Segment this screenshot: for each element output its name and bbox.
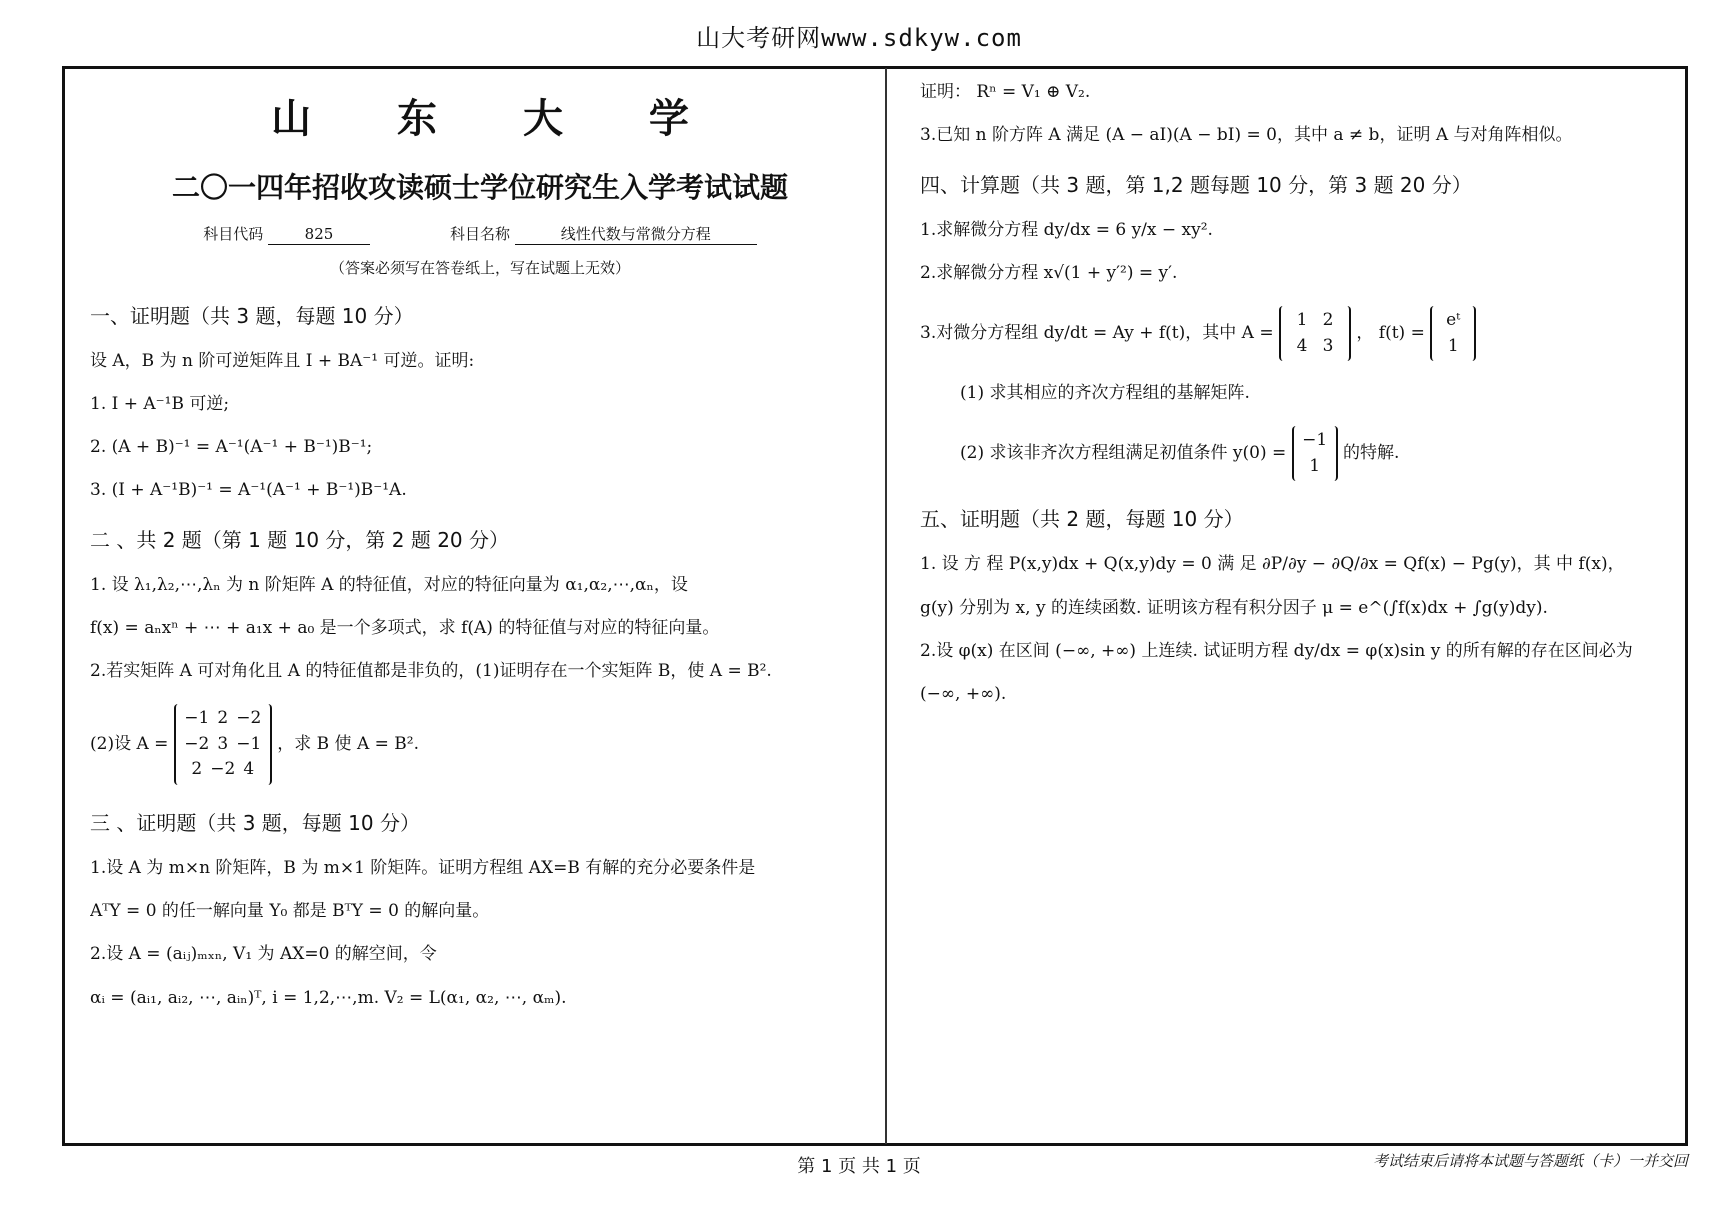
section-4-q3-part2 — [920, 426, 1680, 481]
section-2-heading: 二 、共 2 题（第 1 题 10 分，第 2 题 20 分） — [90, 527, 510, 552]
section-1-heading: 一、证明题（共 3 题，每题 10 分） — [90, 303, 414, 328]
section-4-q3-mid: ， f(t) = — [1356, 323, 1425, 343]
section-4-heading: 四、计算题（共 3 题，第 1,2 题每题 10 分，第 3 题 20 分） — [920, 172, 1472, 197]
vector-f: eᵗ 1 — [1430, 306, 1476, 361]
site-header: 山大考研网www.sdkyw.com — [696, 24, 1022, 52]
subject-code — [203, 225, 370, 245]
subject-info — [90, 225, 870, 245]
section-1-q3: 3. (I + A⁻¹B)⁻¹ = A⁻¹(A⁻¹ + B⁻¹)B⁻¹A. — [90, 480, 407, 501]
section-2-q2-prefix: (2)设 A = — [90, 734, 169, 754]
section-1-q1: 1. I + A⁻¹B 可逆; — [90, 393, 230, 414]
section-2-q2-line1: 2.若实矩阵 A 可对角化且 A 的特征值都是非负的，(1)证明存在一个实矩阵 B，使 A = B². — [90, 661, 772, 681]
matrix-A: 1 2 4 3 — [1279, 306, 1351, 361]
section-4-q3-part2-suffix: 的特解. — [1343, 443, 1400, 464]
section-3-q2-conclusion: 证明： Rⁿ = V₁ ⊕ V₂. — [920, 82, 1091, 102]
section-1-intro: 设 A，B 为 n 阶可逆矩阵且 I + BA⁻¹ 可逆。证明: — [90, 350, 475, 371]
section-3-q3: 3.已知 n 阶方阵 A 满足 (A − aI)(A − bI) = 0，其中 a ≠ b，证明 A 与对角阵相似。 — [920, 125, 1573, 146]
section-2-q1-line2: f(x) = aₙxⁿ + ⋯ + a₁x + a₀ 是一个多项式，求 f(A) 的特征值与对应的特征向量。 — [90, 617, 720, 638]
section-5-q1-line2: g(y) 分别为 x, y 的连续函数. 证明该方程有积分因子 μ = e^(∫f(x)dx + ∫g(y)dy). — [920, 597, 1548, 618]
matrix-a: −1 2 −2 −2 3 −1 2 −2 4 — [174, 704, 272, 785]
section-4-q3-part2-prefix: (2) 求该非齐次方程组满足初值条件 y(0) = — [960, 443, 1287, 464]
column-divider — [885, 68, 887, 1144]
page-number: 第 1 页 共 1 页 — [797, 1156, 921, 1177]
subject-name — [450, 225, 757, 245]
section-4-q3-prefix: 3.对微分方程组 dy/dt = Ay + f(t)，其中 A = — [920, 323, 1274, 343]
exam-title: 二〇一四年招收攻读硕士学位研究生入学考试试题 — [171, 171, 788, 204]
section-5-q2-line1: 2.设 φ(x) 在区间 (−∞, +∞) 上连续. 试证明方程 dy/dx = φ(x)sin y 的所有解的存在区间必为 — [920, 640, 1633, 661]
section-2-q2-suffix: ，求 B 使 A = B². — [277, 734, 419, 754]
section-3-heading: 三 、证明题（共 3 题，每题 10 分） — [90, 810, 420, 835]
subject-code-value: 825 — [268, 225, 370, 245]
footer-note: 考试结束后请将本试题与答题纸（卡）一并交回 — [1372, 1152, 1688, 1170]
section-5-q1-line1: 1. 设 方 程 P(x,y)dx + Q(x,y)dy = 0 满 足 ∂P/∂y − ∂Q/∂x = Qf(x) − Pg(y)，其 中 f(x)， — [920, 554, 1625, 575]
section-5-q2-line2: (−∞, +∞). — [920, 684, 1007, 704]
section-4-q3 — [920, 306, 1680, 361]
subject-name-label: 科目名称 — [450, 225, 511, 243]
section-5-heading: 五、证明题（共 2 题，每题 10 分） — [920, 507, 1244, 532]
section-1-q2: 2. (A + B)⁻¹ = A⁻¹(A⁻¹ + B⁻¹)B⁻¹; — [90, 437, 373, 457]
section-3-q1-line2: AᵀY = 0 的任一解向量 Y₀ 都是 BᵀY = 0 的解向量。 — [90, 901, 490, 921]
section-4-q2: 2.求解微分方程 x√(1 + y′²) = y′. — [920, 262, 1178, 283]
section-3-q2-line1: 2.设 A = (aᵢⱼ)ₘₓₙ, V₁ 为 AX=0 的解空间，令 — [90, 944, 437, 965]
university-name: 山 东 大 学 — [271, 95, 725, 142]
section-2-q1-line1: 1. 设 λ₁,λ₂,⋯,λₙ 为 n 阶矩阵 A 的特征值，对应的特征向量为 α₁,α₂,⋯,αₙ，设 — [90, 574, 688, 595]
right-column — [920, 74, 1680, 1140]
subject-code-label: 科目代码 — [203, 225, 264, 243]
left-column — [90, 74, 870, 1140]
subject-name-value: 线性代数与常微分方程 — [515, 225, 757, 245]
answer-note: （答案必须写在答卷纸上，写在试题上无效） — [329, 258, 630, 277]
vector-y0: −1 1 — [1292, 426, 1338, 481]
section-4-q3-part1: (1) 求其相应的齐次方程组的基解矩阵. — [960, 383, 1250, 403]
section-4-q1: 1.求解微分方程 dy/dx = 6 y/x − xy². — [920, 219, 1213, 240]
section-3-q2-line2: αᵢ = (aᵢ₁, aᵢ₂, ⋯, aᵢₙ)ᵀ, i = 1,2,⋯,m. V₂ = L(α₁, α₂, ⋯, αₘ). — [90, 987, 567, 1008]
section-2-q2-line2 — [90, 704, 870, 785]
section-3-q1-line1: 1.设 A 为 m×n 阶矩阵，B 为 m×1 阶矩阵。证明方程组 AX=B 有解的充分必要条件是 — [90, 857, 756, 878]
